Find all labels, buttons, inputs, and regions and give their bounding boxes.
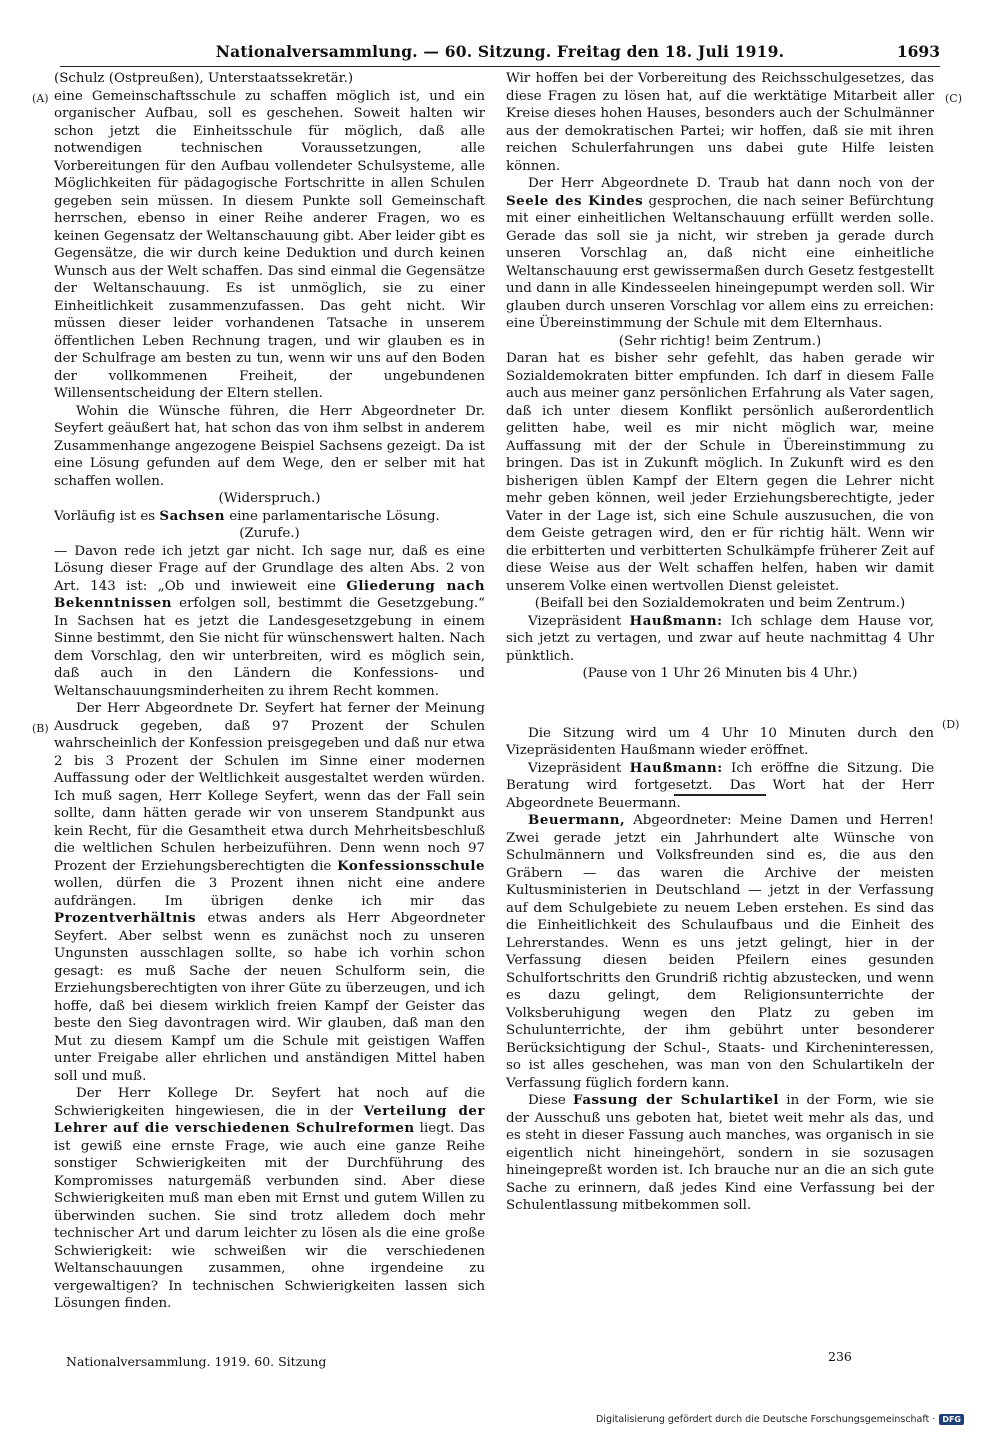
paragraph: Der Herr Kollege Dr. Seyfert hat noch auf die Schwierigkeiten hingewiesen, die in der Verteilung der Lehrer auf die verschiedenen Schulreformen liegt. Das ist gewiß eine ernste Frage, wie auch eine ganze Reihe sonstiger Schwierigkeiten mit der Durchführung des Kompromisses naturgemäß verbunden sind. Aber diese Schwierigkeiten muß man eben mit Ernst und gutem Willen zu überwinden suchen. Sie sind trotz alledem doch mehr technischer Art und darum leichter zu lösen als die eine große Schwierigkeit: wie schweißen wir die verschiedenen Weltanschauungen zusammen, ohne irgendeine zu vergewaltigen? In technischen Schwierigkeiten lassen sich Lösungen finden. bbox=[54, 1086, 485, 1311]
paragraph: Vorläufig ist es Sachsen eine parlamentarische Lösung. bbox=[54, 507, 440, 524]
footer-signature: Nationalversammlung. 1919. 60. Sitzung bbox=[66, 1354, 327, 1369]
page-header bbox=[60, 40, 940, 67]
paragraph: eine Gemeinschaftsschule zu schaffen möglich ist, und ein organischer Aufbau, soll es geschehen. Soweit halten wir schon jetzt die Einheitsschule für möglich, daß alle notwendigen technischen Voraussetzungen, alle Vorbereitungen für den Aufbau vollendeter Schulsysteme, alle Möglichkeiten für pädagogische Fortschritte in allen Schulen gegeben sein müssen. In diesem Punkte soll Gemeinschaft herrschen, ebenso in einer Reihe anderer Fragen, wo es keinen Gegensatz der Weltanschauung gibt. Aber leider gibt es Gegensätze, die wir durch keine Deduktion und durch keinen Wunsch aus der Welt schaffen. Das sind einmal die Gegensätze der Weltanschauung. Es ist unmöglich, sie zu einer Einheitlichkeit zusammenzufassen. Das geht nicht. Wir müssen dieser leider vorhandenen Tatsache in unserem öffentlichen Leben Rechnung tragen, und wir glauben es in der Schulfrage am besten zu tun, wenn wir uns auf den Boden der vollkommenen Freiheit, der ungebundenen Willensentscheidung der Eltern stellen. bbox=[54, 88, 485, 401]
page-number: 1693 bbox=[896, 42, 940, 61]
paragraph: Wohin die Wünsche führen, die Herr Abgeordneter Dr. Seyfert geäußert hat, hat schon das von ihm selbst in anderem Zusammenhange angezogene Beispiel Sachsens gezeigt. Da ist eine Lösung gefunden auf dem Wege, den er selber mit hat schaffen wollen. bbox=[54, 403, 485, 489]
margin-mark-a: (A) bbox=[32, 92, 49, 105]
right-column bbox=[506, 70, 934, 1215]
paragraph: Der Herr Abgeordnete D. Traub hat dann noch von der Seele des Kindes gesprochen, die nach seiner Befürchtung mit einer einheitlichen Weltanschauung erfüllt werden solle. Gerade das soll sie ja nicht, wir streben ja gerade durch unseren Vorschlag an, daß nicht eine einheitliche Weltanschauung erst gewissermaßen durch Gesetz festgestellt und dann in alle Kindesseelen hineingepumpt werden soll. Wir glauben durch unseren Vorschlag vor allem eins zu erreichen: eine Übereinstimmung der Schule mit dem Elternhaus. bbox=[506, 176, 934, 331]
section-divider bbox=[674, 794, 766, 796]
paragraph: Vizepräsident Haußmann: Ich eröffne die Sitzung. Die Beratung wird fortgesetzt. Das Wort hat der Herr Abgeordnete Beuermann. bbox=[506, 759, 934, 811]
speaker-tag: (Schulz (Ostpreußen), Unterstaatssekretär.) bbox=[54, 71, 354, 86]
interjection: (Pause von 1 Uhr 26 Minuten bis 4 Uhr.) bbox=[582, 666, 858, 681]
margin-mark-d: (D) bbox=[942, 718, 960, 731]
margin-mark-c: (C) bbox=[945, 92, 962, 105]
digitization-credit bbox=[596, 1414, 964, 1425]
interjection: (Beifall bei den Sozialdemokraten und beim Zentrum.) bbox=[534, 596, 906, 611]
left-column bbox=[54, 70, 485, 1313]
paragraph: — Davon rede ich jetzt gar nicht. Ich sage nur, daß es eine Lösung dieser Frage auf der Grundlage des alten Abs. 2 von Art. 143 ist: „Ob und inwieweit eine Gliederung nach Bekenntnissen erfolgen soll, bestimmt die Gesetzgebung.“ In Sachsen hat es jetzt die Landesgesetzgebung in einem Sinne bestimmt, den Sie nicht für wünschenswert halten. Nach dem Vorschlag, den wir unterbreiten, wird es möglich sein, daß auch in den Ländern die Konfessions- und Weltanschauungsminderheiten zu ihrem Recht kommen. bbox=[54, 543, 485, 699]
section-gap bbox=[506, 683, 934, 725]
paragraph: Daran hat es bisher sehr gefehlt, das haben gerade wir Sozialdemokraten bitter empfunden. Ich darf in diesem Falle auch aus meiner ganz persönlichen Erfahrung als Vater sagen, daß ich unter diesem Konflikt persönlich außerordentlich gelitten habe, weil es mir nicht möglich war, meine Auffassung mit der der Schule in Übereinstimmung zu bringen. Das ist in Zukunft möglich. In Zukunft wird es den bisherigen üblen Kampf der Eltern gegen die Lehrer nicht mehr geben können, weil jeder Erziehungsberechtigte, jeder Vater in der Lage ist, sich eine Schule auszusuchen, die von dem Geiste getragen wird, den er für richtig hält. Wenn wir die erbitterten und verbitterten Schulkämpfe früherer Zeit auf diese Weise aus der Welt schaffen helfen, haben wir damit unserem Volke einen wertvollen Dienst geleistet. bbox=[506, 351, 934, 594]
paragraph: Wir hoffen bei der Vorbereitung des Reichsschulgesetzes, das diese Fragen zu lösen hat, auf die werktätige Mitarbeit aller Kreise dieses hohen Hauses, besonders auch der Schulmänner aus der demokratischen Partei; wir hoffen, daß sie mit ihren reichen Schulerfahrungen uns dabei gute Hilfe leisten können. bbox=[506, 71, 934, 174]
interjection: (Widerspruch.) bbox=[218, 491, 321, 506]
margin-mark-b: (B) bbox=[32, 722, 49, 735]
interjection: (Zurufe.) bbox=[239, 526, 300, 541]
credit-text: Digitalisierung gefördert durch die Deutsche Forschungsgemeinschaft · bbox=[595, 1414, 936, 1425]
paragraph: Vizepräsident Haußmann: Ich schlage dem Hause vor, sich jetzt zu vertagen, und zwar auf heute nachmittag 4 Uhr pünktlich. bbox=[506, 612, 934, 664]
footer-sheet-number: 236 bbox=[828, 1349, 852, 1364]
interjection: (Sehr richtig! beim Zentrum.) bbox=[618, 333, 822, 349]
dfg-logo-icon: DFG bbox=[939, 1414, 964, 1425]
paragraph: Der Herr Abgeordnete Dr. Seyfert hat ferner der Meinung Ausdruck gegeben, daß 97 Prozent der Schulen wahrscheinlich der Konfession preisgegeben und daß nur etwa 2 bis 3 Prozent der Schulen im Sinne einer modernen Auffassung oder der Weltlichkeit ausgestaltet werden würden. Ich muß sagen, Herr Kollege Seyfert, wenn das der Fall sein sollte, dann hätten gerade wir von unserem Standpunkt aus kein Recht, für die Gesamtheit etwa durch Mehrheitsbeschluß die weltlichen Schulen herbeizuführen. Denn wenn noch 97 Prozent der Erziehungsberechtigten die Konfessionsschule wollen, dürfen die 3 Prozent ihnen nicht eine andere aufdrängen. Im übrigen denke ich mir das Prozentverhältnis etwas anders als Herr Abgeordneter Seyfert. Aber selbst wenn es zunächst noch zu unseren Ungunsten ausschlagen sollte, so habe ich vorhin schon gesagt: es muß Sache der neuen Schulform sein, die Erziehungsberechtigten von ihrer Güte zu überzeugen, und ich hoffe, daß bei diesem wirklich freien Kampf der Geister das beste den Sieg davontragen wird. Wir glauben, daß man den Mut zu diesem Kampf um die Schule mit geistigen Waffen unter Freigabe aller ehrlichen und anständigen Mittel haben soll und muß. bbox=[54, 701, 485, 1084]
header-title: Nationalversammlung. — 60. Sitzung. Freitag den 18. Juli 1919. bbox=[215, 42, 785, 61]
paragraph: Diese Fassung der Schulartikel in der Form, wie sie der Ausschuß uns geboten hat, bietet weit mehr als das, und es steht in dieser Fassung auch manches, was organisch in sie eigentlich nicht hineingehört, sondern in sie sozusagen hineingepreßt worden ist. Ich brauche nur an die an sich gute Sache zu erinnern, daß jedes Kind eine Verfassung bei der Schulentlassung mitbekommen soll. bbox=[506, 1092, 935, 1213]
paragraph: Beuermann, Abgeordneter: Meine Damen und Herren! Zwei gerade jetzt ein Jahrhundert alte Wünsche von Schulmännern und Volksfreunden sind es, die aus den Gräbern — das waren die Archive der meisten Kultusministerien in Deutschland — jetzt in der Verfassung auf dem Schulgebiete zu neuem Leben erstehen. Es sind das die Einheitlichkeit des Schulaufbaus und die Einheit des Lehrerstandes. Wenn es uns jetzt gelingt, hier in der Verfassung diesen beiden Pfeilern eines gesunden Schulfortschritts den Grundriß richtig abzustecken, und wenn es dazu gelingt, dem Religionsunterrichte der Volksberuhigung wegen den Platz zu geben im Schulunterrichte, der ihm gebührt unter besonderer Berücksichtigung der Schul-, Staats- und Kircheninteressen, so ist alles geschehen, was man von den Schulartikeln der Verfassung füglich fordern kann. bbox=[506, 812, 934, 1091]
paragraph: Die Sitzung wird um 4 Uhr 10 Minuten durch den Vizepräsidenten Haußmann wieder eröffnet. bbox=[506, 725, 934, 758]
